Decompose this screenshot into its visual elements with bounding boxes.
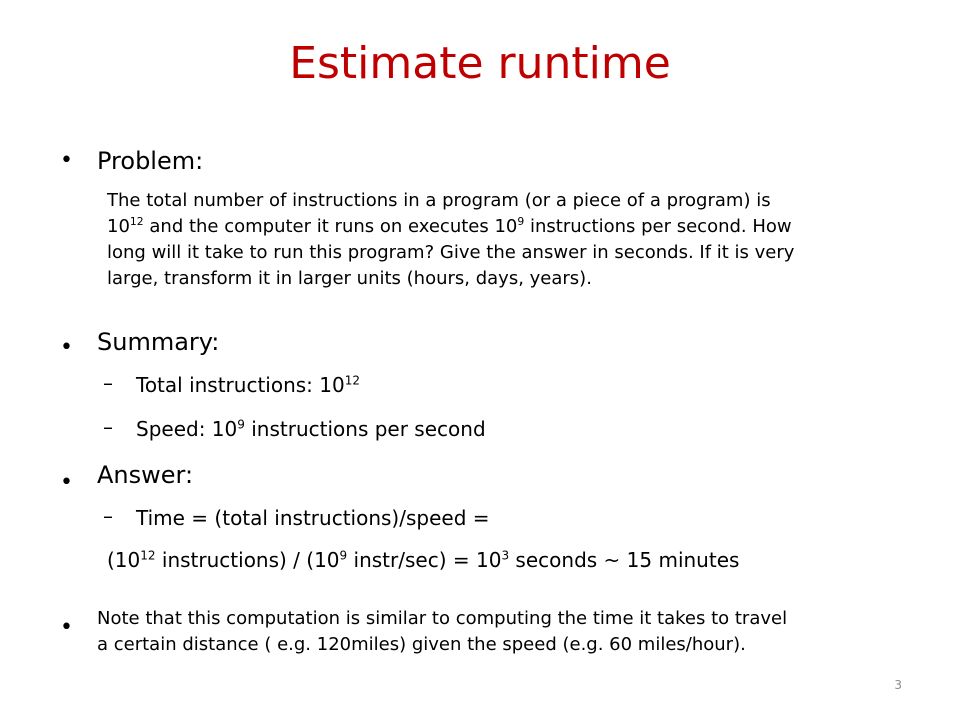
problem-line-4: large, transform it in larger units (hours, days, years). <box>107 268 592 289</box>
note-line-2: a certain distance ( e.g. 120miles) given the speed (e.g. 60 miles/hour). <box>97 634 746 655</box>
summary-heading: Summary: <box>97 328 220 356</box>
answer-line-1: Time = (total instructions)/speed = <box>136 506 490 530</box>
note-text <box>97 606 947 658</box>
note-line-1: Note that this computation is similar to computing the time it takes to travel <box>97 608 788 629</box>
bullet-dot <box>60 619 70 629</box>
bullet-dot <box>60 152 70 162</box>
problem-heading: Problem: <box>97 147 204 175</box>
bullet-dot <box>60 474 70 484</box>
problem-line-3: long will it take to run this program? Give the answer in seconds. If it is very <box>107 242 795 263</box>
dash-bullet: – <box>103 415 113 439</box>
summary-item-speed: Speed: $10^9$ instructions per second <box>136 417 486 441</box>
problem-line-1: The total number of instructions in a program (or a piece of a program) is <box>107 190 771 211</box>
dash-bullet: – <box>103 504 113 528</box>
slide-title: Estimate runtime <box>289 38 671 89</box>
answer-heading: Answer: <box>97 461 194 489</box>
problem-line-2: $10^{12}$ and the computer it runs on executes $10^9$ instructions per second. How <box>107 215 792 237</box>
summary-item-total: Total instructions: $10^{12}$ <box>136 373 361 397</box>
problem-text <box>107 188 937 292</box>
answer-line-2: ($10^{12}$ instructions) / ($10^9$ instr/sec) = $10^3$ seconds ~ 15 minutes <box>107 548 740 572</box>
bullet-dot <box>60 339 70 349</box>
dash-bullet: – <box>103 371 113 395</box>
page-number: 3 <box>894 678 902 692</box>
